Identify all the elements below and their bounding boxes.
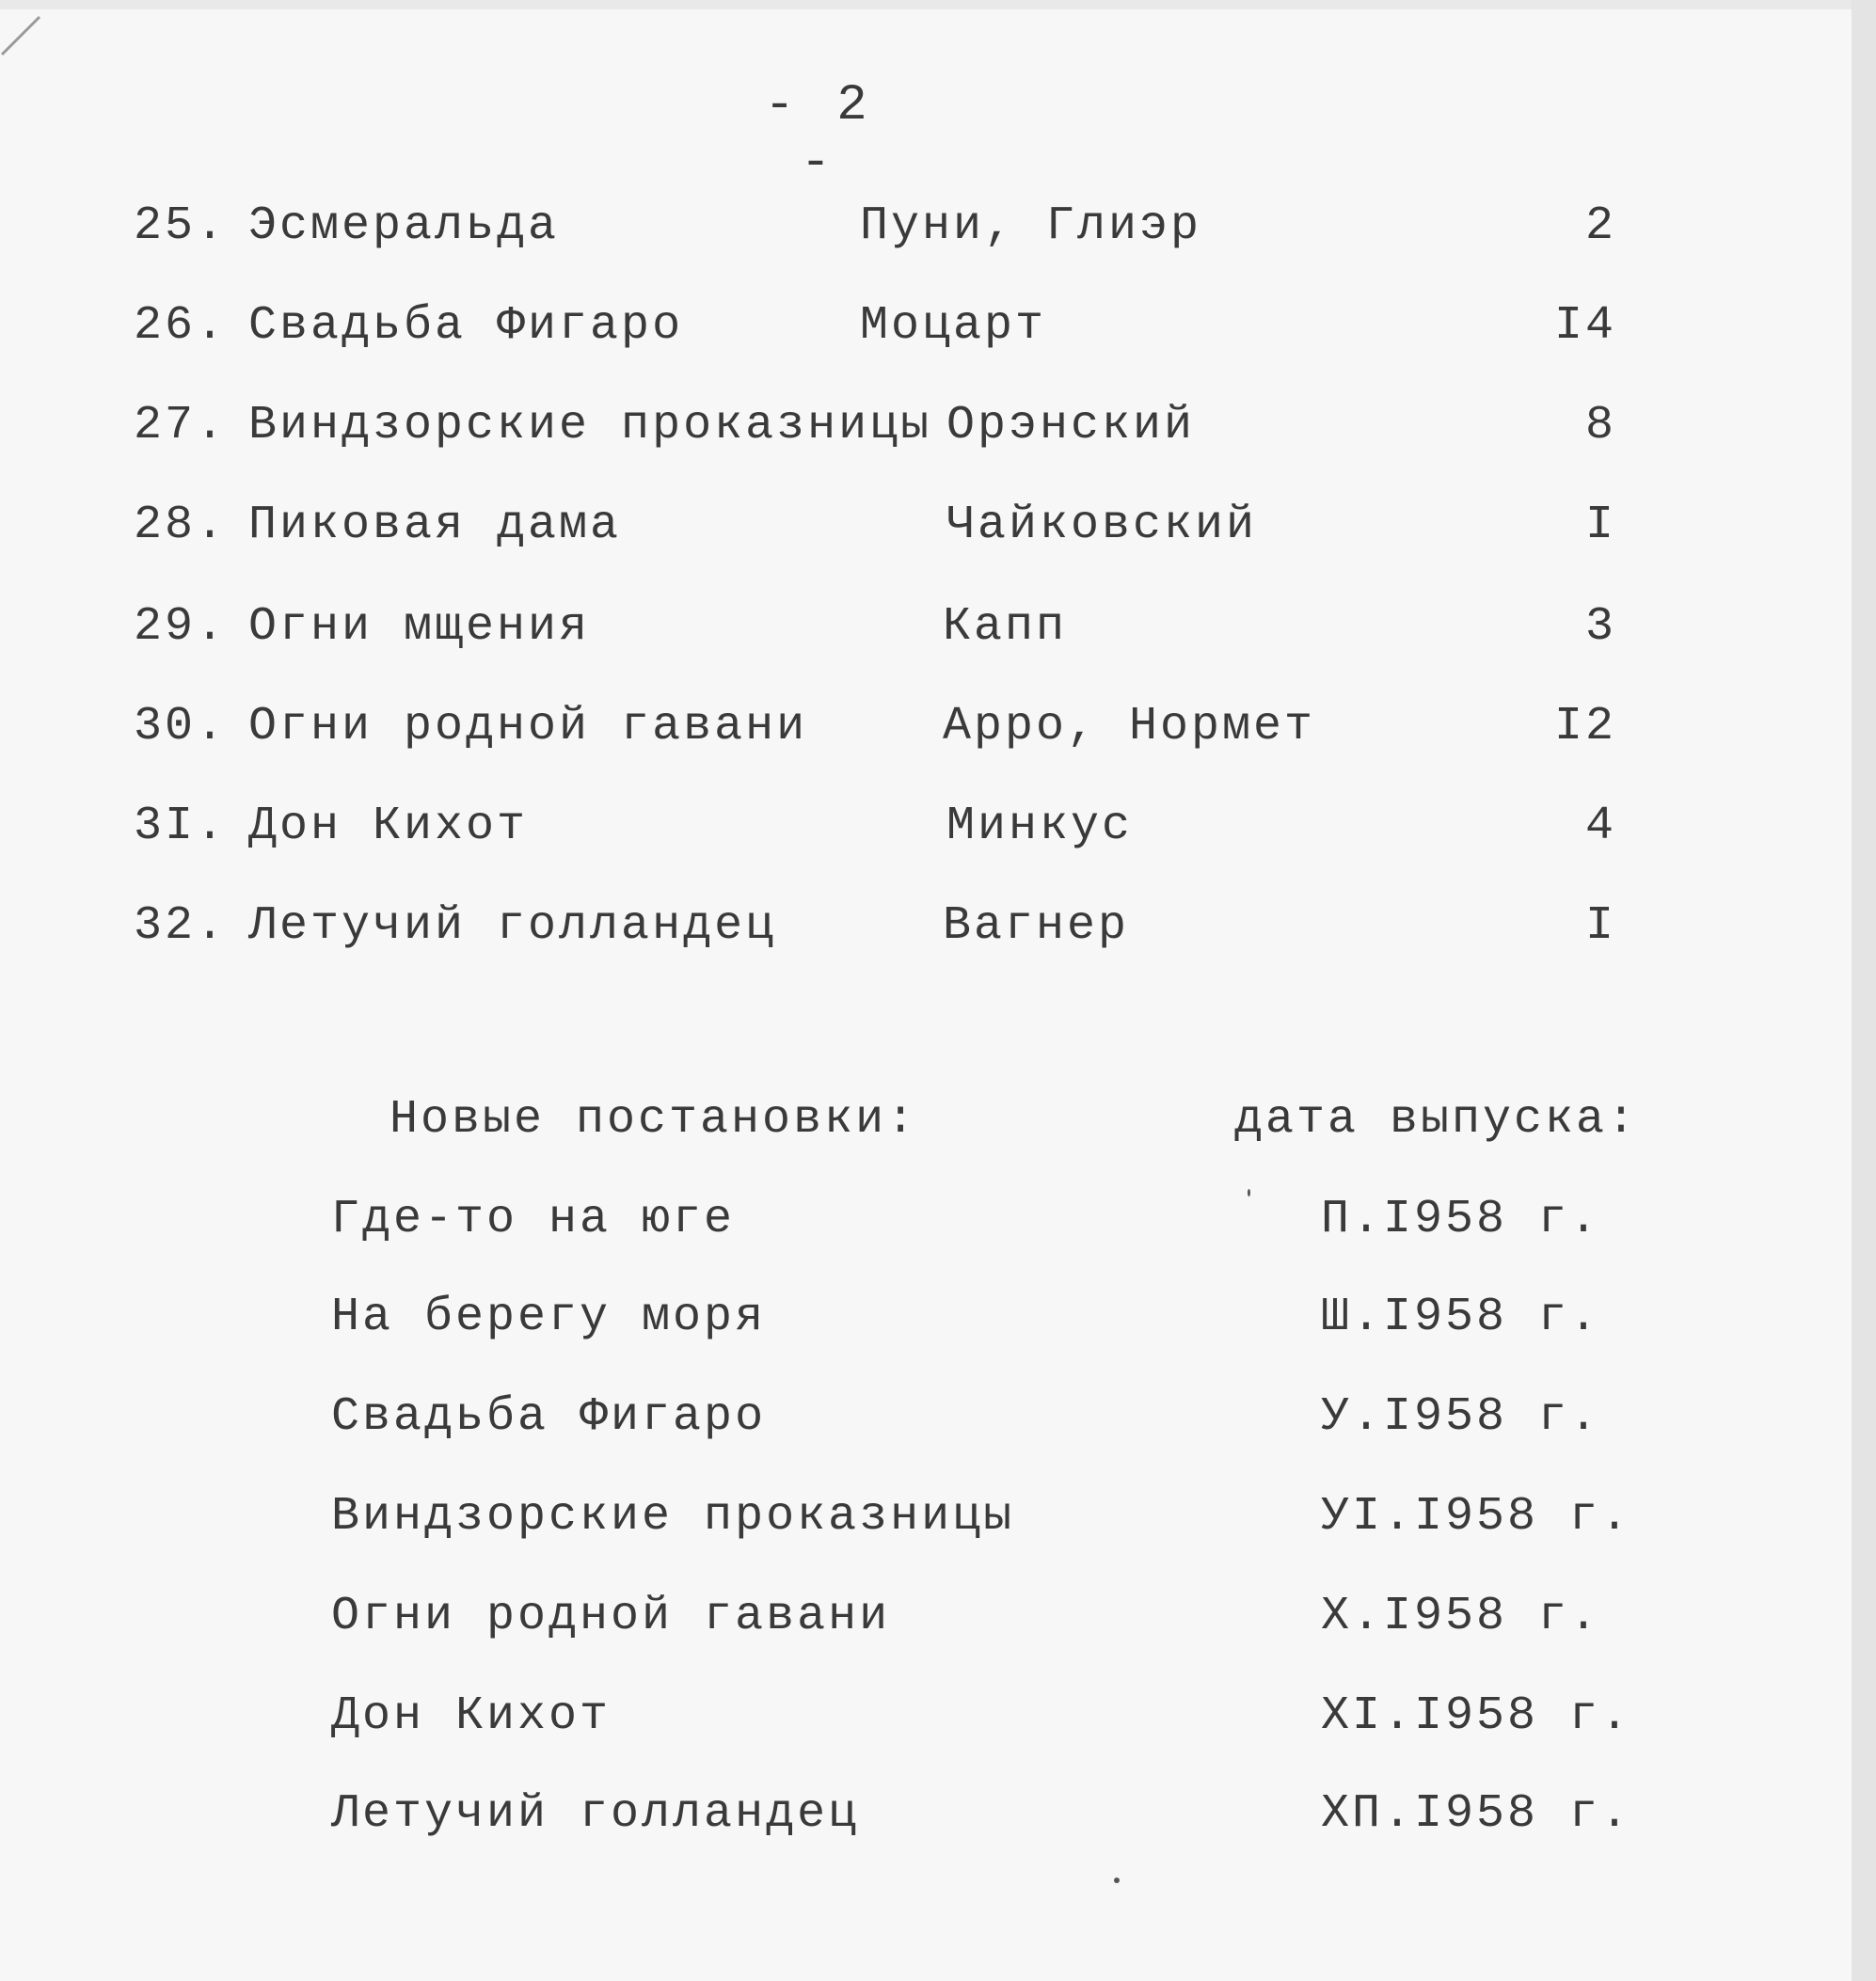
row-number: 29. xyxy=(134,600,228,654)
row-title: Эсмеральда xyxy=(248,199,560,253)
row-count: 4 xyxy=(1584,800,1616,853)
row-count: 8 xyxy=(1584,399,1616,452)
row-composer: Арро, Нормет xyxy=(943,700,1316,753)
production-date: ХП.I958 г. xyxy=(1321,1787,1632,1841)
production-title: Дон Кихот xyxy=(331,1689,612,1743)
production-date: ХI.I958 г. xyxy=(1321,1689,1632,1743)
row-composer: Моцарт xyxy=(860,299,1047,353)
row-number: 32. xyxy=(134,899,228,953)
row-count: I4 xyxy=(1553,299,1616,353)
row-title: Огни мщения xyxy=(248,600,591,654)
row-number: 28. xyxy=(134,499,228,552)
scan-edge-top xyxy=(0,0,1876,9)
scan-edge-right xyxy=(1852,0,1876,1981)
row-count: I xyxy=(1584,899,1616,953)
ink-speck xyxy=(1248,1189,1250,1197)
release-date-heading: дата выпуска: xyxy=(1234,1093,1639,1147)
row-composer: Минкус xyxy=(946,800,1134,853)
row-composer: Орэнский xyxy=(946,399,1196,452)
row-count: I xyxy=(1584,499,1616,552)
page-corner-mark xyxy=(0,15,41,56)
row-count: 3 xyxy=(1584,600,1616,654)
production-date: Х.I958 г. xyxy=(1321,1590,1601,1643)
row-count: 2 xyxy=(1584,199,1616,253)
row-title: Свадьба Фигаро xyxy=(248,299,684,353)
row-number: 3I. xyxy=(134,800,228,853)
ink-speck xyxy=(1114,1878,1120,1883)
production-title: На берегу моря xyxy=(331,1291,767,1344)
production-title: Виндзорские проказницы xyxy=(331,1490,1015,1544)
row-number: 30. xyxy=(134,700,228,753)
row-composer: Вагнер xyxy=(943,899,1130,953)
row-composer: Капп xyxy=(943,600,1068,654)
row-number: 25. xyxy=(134,199,228,253)
row-title: Летучий голландец xyxy=(248,899,777,953)
row-composer: Чайковский xyxy=(946,499,1258,552)
production-title: Огни родной гавани xyxy=(331,1590,891,1643)
row-composer: Пуни, Глиэр xyxy=(860,199,1202,253)
row-title: Огни родной гавани xyxy=(248,700,808,753)
production-date: П.I958 г. xyxy=(1321,1193,1601,1246)
row-number: 27. xyxy=(134,399,228,452)
production-title: Летучий голландец xyxy=(331,1787,860,1841)
row-title: Дон Кихот xyxy=(248,800,529,853)
production-date: У.I958 г. xyxy=(1321,1390,1601,1444)
production-date: Ш.I958 г. xyxy=(1321,1291,1601,1344)
page-number: - 2 - xyxy=(764,77,873,192)
row-title: Виндзорские проказницы xyxy=(248,399,932,452)
production-title: Свадьба Фигаро xyxy=(331,1390,767,1444)
new-productions-heading: Новые постановки: xyxy=(390,1093,918,1147)
production-title: Где-то на юге xyxy=(331,1193,736,1246)
row-number: 26. xyxy=(134,299,228,353)
row-count: I2 xyxy=(1553,700,1616,753)
production-date: УI.I958 г. xyxy=(1321,1490,1632,1544)
row-title: Пиковая дама xyxy=(248,499,622,552)
